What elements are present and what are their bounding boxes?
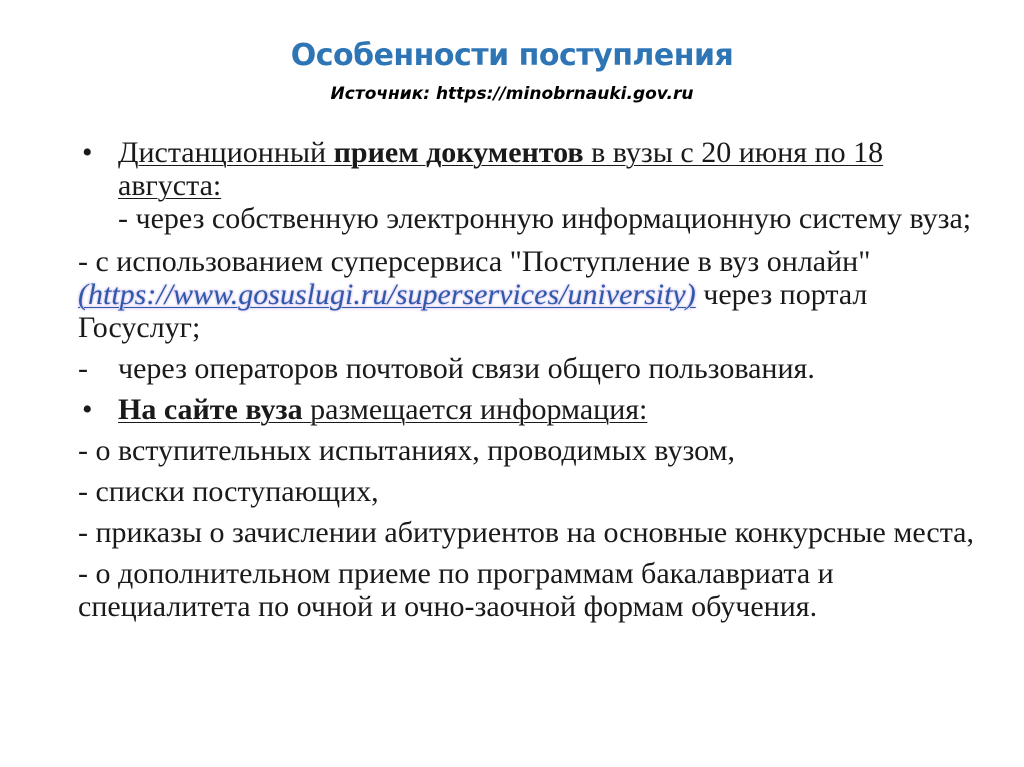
gosuslugi-link[interactable]: (https://www.gosuslugi.ru/superservices/university) [78, 278, 696, 311]
text-fragment: в вузы с 20 июня по 18 августа: [118, 136, 884, 202]
additional-admission-item: - о дополнительном приеме по программам бакалавриата и специалитета по очной и очно-заочной формам обучения. [78, 557, 834, 623]
text-fragment: - с использованием суперсервиса "Поступление в вуз онлайн" [78, 245, 871, 278]
dash-marker: - [78, 352, 88, 385]
text-fragment: Дистанционный [118, 136, 334, 169]
entrance-exams-item: - о вступительных испытаниях, проводимых вузом, [78, 434, 736, 467]
own-system-line: - через собственную электронную информационную систему вуза; [118, 202, 972, 235]
remote-submission-heading [118, 136, 883, 202]
gosuslugi-item [78, 245, 978, 344]
bullet-marker: • [82, 136, 93, 169]
text-fragment: размещается информация: [302, 393, 648, 426]
postal-item [78, 352, 978, 385]
slide-body [78, 136, 978, 631]
bold-phrase: прием документов [333, 136, 584, 169]
postal-text: через операторов почтовой связи общего пользования. [118, 352, 815, 385]
enrollment-orders-item: - приказы о зачислении абитуриентов на основные конкурсные места, [78, 516, 975, 549]
bullet-university-site [78, 393, 978, 426]
source-line: Источник: https://minobrnauki.gov.ru [330, 84, 694, 104]
text-fragment: через портал Госуслуг; [78, 278, 868, 344]
bullet-marker: • [82, 393, 93, 426]
applicant-lists-item: - списки поступающих, [78, 475, 379, 508]
slide-title: Особенности поступления [290, 38, 734, 73]
university-site-heading [118, 393, 647, 426]
bold-phrase: На сайте вуза [118, 393, 303, 426]
bullet-remote-submission [78, 136, 978, 235]
